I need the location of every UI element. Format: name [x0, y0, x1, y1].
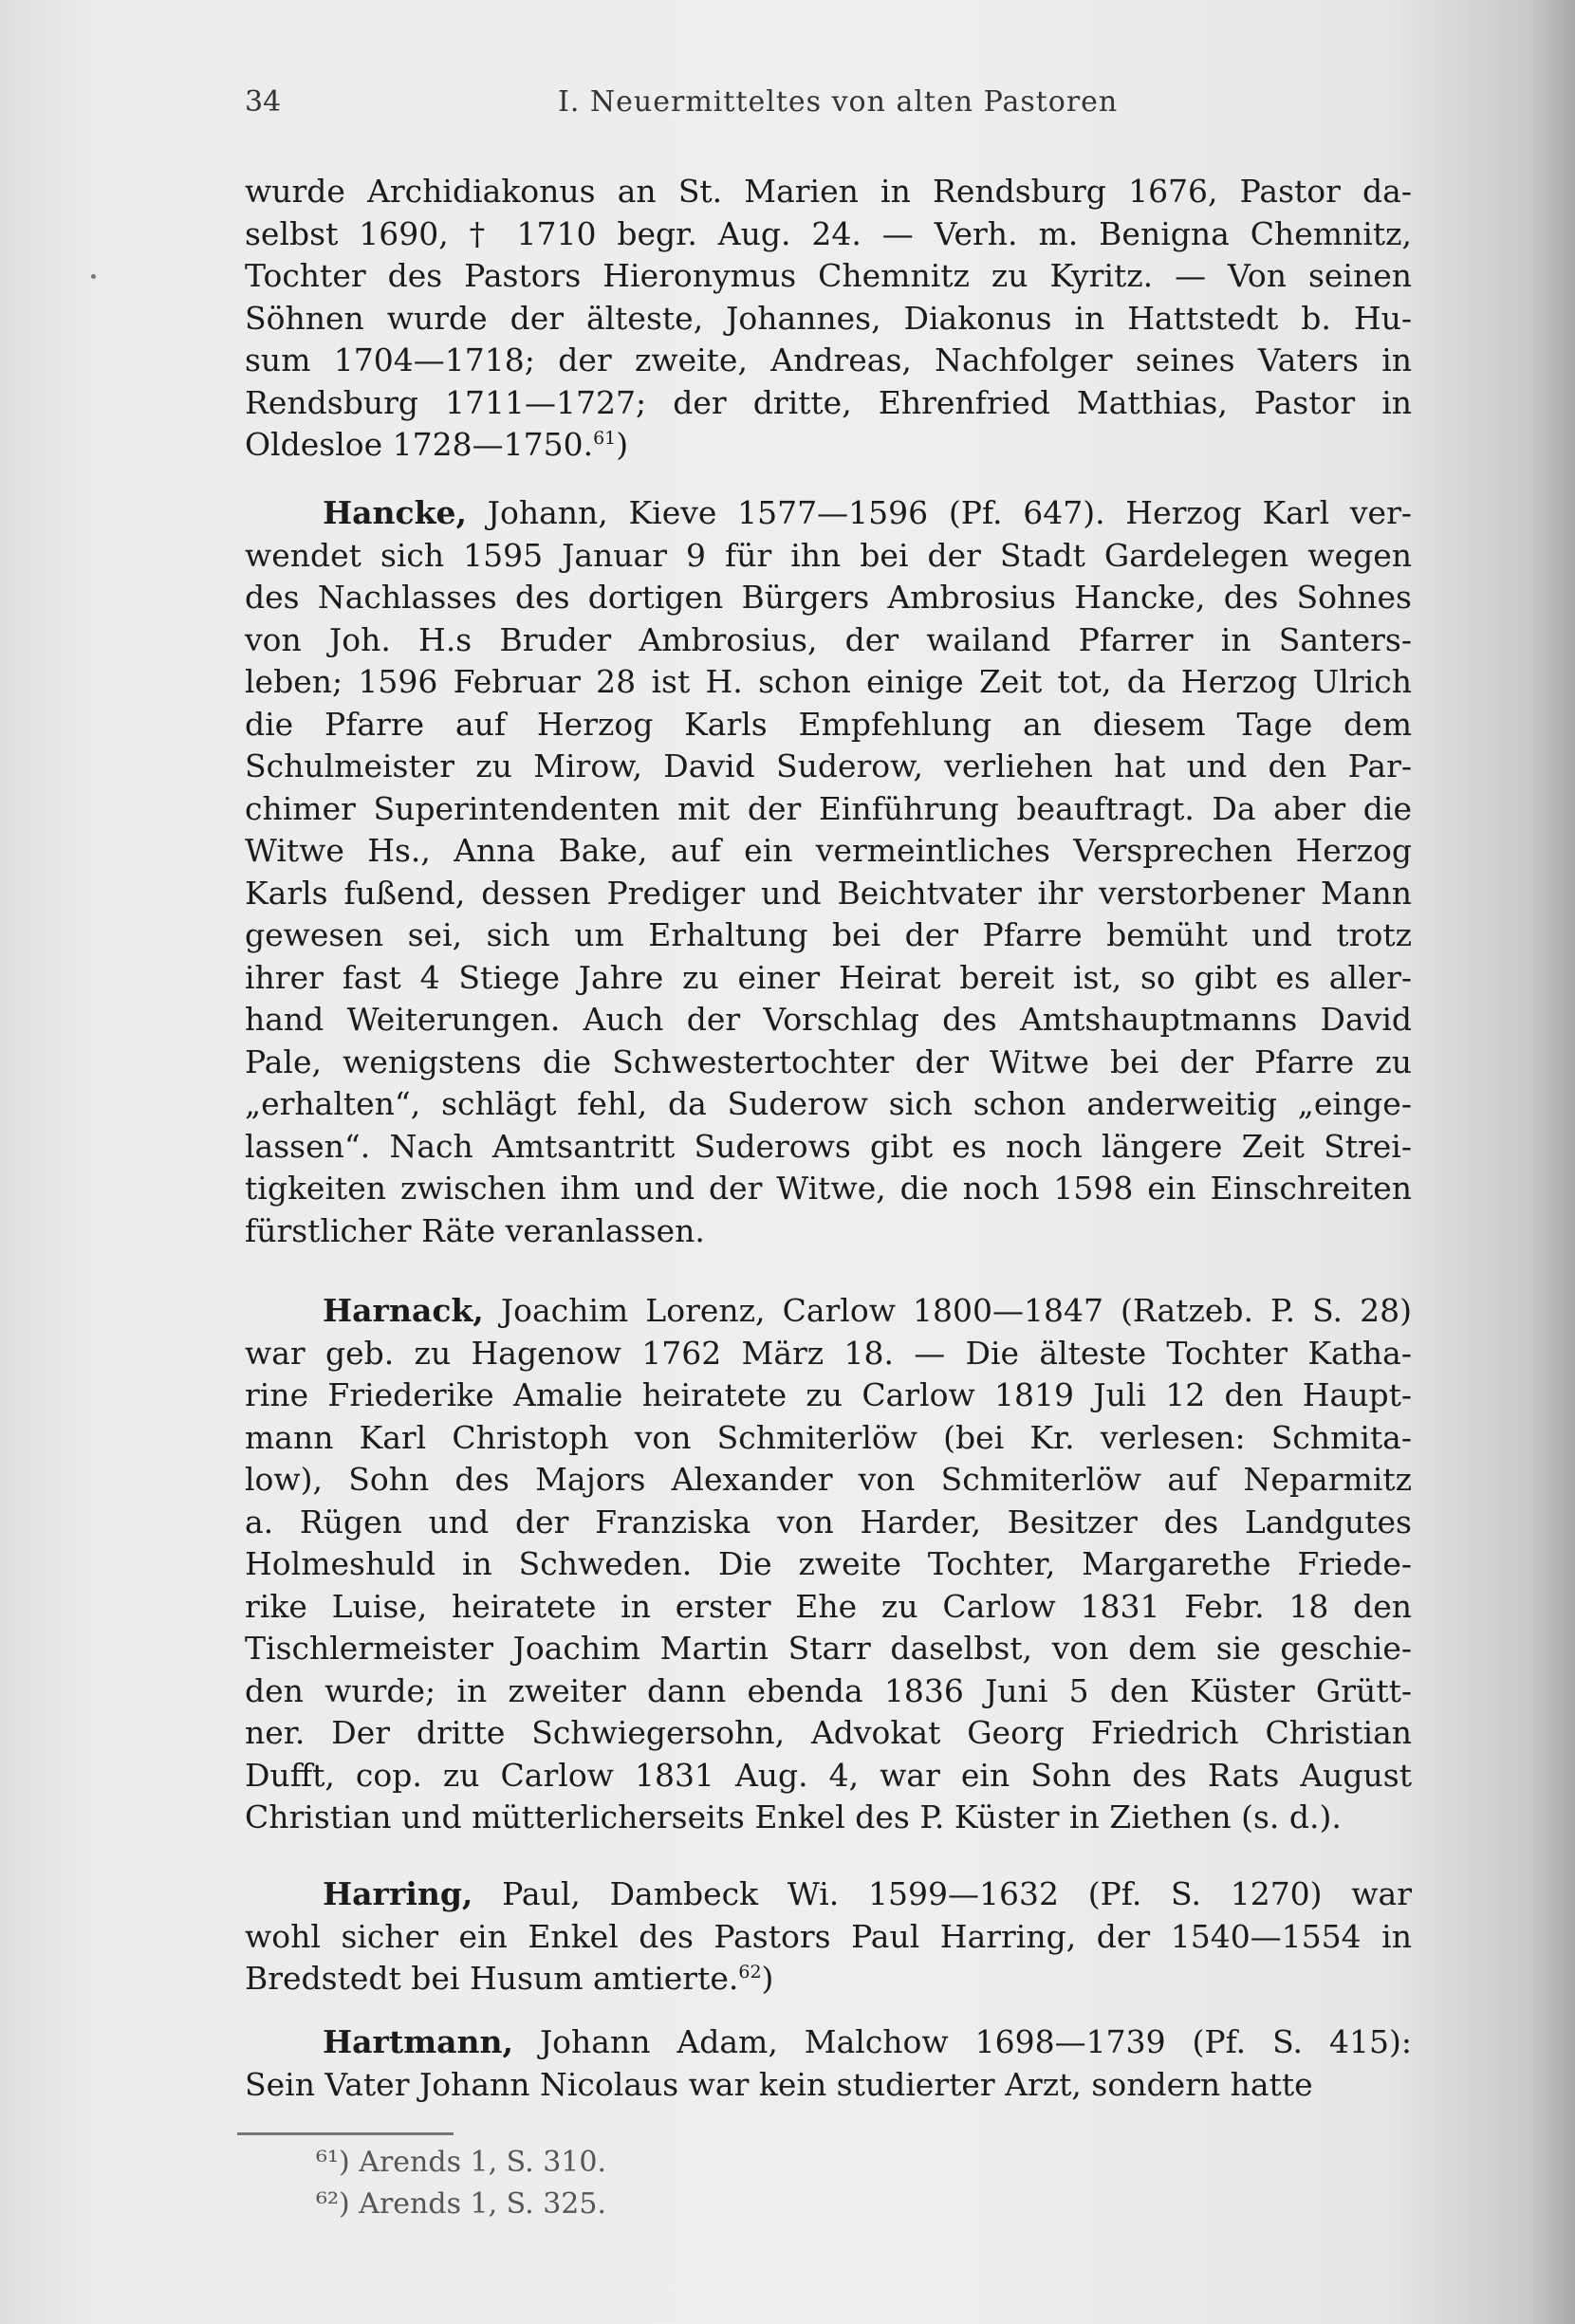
line-text: low), Sohn des Majors Alexander von Schmiterlöw auf Neparmitz — [245, 1461, 1412, 1498]
text-line — [245, 999, 1412, 1042]
text-line — [245, 1126, 1412, 1169]
line-text: Christian und mütterlicherseits Enkel des P. Küster in Ziethen (s. d.). — [245, 1798, 1342, 1835]
text-line — [245, 830, 1412, 873]
text-line — [245, 1083, 1412, 1126]
entry-headword: Hancke, — [323, 494, 467, 531]
entry-harring — [245, 1873, 1412, 2001]
running-title: I. Neuermitteltes von alten Pastoren — [558, 85, 1119, 119]
line-text: ner. Der dritte Schwiegersohn, Advokat Georg Friedrich Christian — [245, 1714, 1412, 1751]
footnote-rule — [237, 2132, 454, 2135]
text-line — [245, 577, 1412, 619]
line-text: Karls fußend, dessen Prediger und Beichtvater ihr verstorbener Mann — [245, 874, 1412, 912]
text-line — [245, 1417, 1412, 1460]
text-line — [245, 1797, 1412, 1839]
line-text: tigkeiten zwischen ihm und der Witwe, die noch 1598 ein Einschreiten — [245, 1170, 1412, 1207]
line-text: rine Friederike Amalie heiratete zu Carlow 1819 Juli 12 den Haupt- — [245, 1376, 1412, 1413]
text-line — [245, 1543, 1412, 1586]
line-text: die Pfarre auf Herzog Karls Empfehlung an diesem Tage dem — [245, 705, 1412, 743]
line-text: Paul, Dambeck Wi. 1599—1632 (Pf. S. 1270) war — [502, 1875, 1412, 1912]
text-line — [245, 1628, 1412, 1670]
text-line — [245, 171, 1412, 213]
text-line — [245, 382, 1412, 425]
line-text: wohl sicher ein Enkel des Pastors Paul Harring, der 1540—1554 in — [245, 1917, 1412, 1955]
line-text: wendet sich 1595 Januar 9 für ihn bei der Stadt Gardelegen wegen — [245, 536, 1412, 574]
text-line — [245, 1916, 1412, 1959]
text-line — [245, 957, 1412, 1000]
line-text: Rendsburg 1711—1727; der dritte, Ehrenfried Matthias, Pastor in — [245, 383, 1412, 421]
line-text: sum 1704—1718; der zweite, Andreas, Nachfolger seines Vaters in — [245, 341, 1412, 378]
text-line — [245, 1333, 1412, 1375]
text-line — [245, 2021, 1412, 2064]
line-text: mann Karl Christoph von Schmiterlöw (bei Kr. verlesen: Schmita- — [245, 1418, 1412, 1456]
line-text: „erhalten“, schlägt fehl, da Suderow sich schon anderweitig „einge- — [245, 1085, 1412, 1122]
line-text: Bredstedt bei Husum amtierte. — [245, 1960, 739, 1997]
line-text: chimer Superintendenten mit der Einführung beauftragt. Da aber die — [245, 789, 1412, 827]
text-line — [245, 661, 1412, 704]
entry-harnack — [245, 1290, 1412, 1839]
page-number: 34 — [245, 85, 282, 119]
line-text: leben; 1596 Februar 28 ist H. schon einige Zeit tot, da Herzog Ulrich — [245, 663, 1412, 700]
line-text: hand Weiterungen. Auch der Vorschlag des Amtshauptmanns David — [245, 1001, 1412, 1038]
line-text: wurde Archidiakonus an St. Marien in Rendsburg 1676, Pastor da- — [245, 173, 1412, 210]
text-line — [245, 1374, 1412, 1417]
text-line — [245, 2064, 1412, 2107]
text-line: Bredstedt bei Husum amtierte.$^{62}$) — [245, 1960, 774, 1997]
entry-hancke — [245, 492, 1412, 1252]
text-line — [245, 704, 1412, 747]
scan-speck — [91, 274, 96, 279]
line-text: Oldesloe 1728—1750. — [245, 426, 594, 463]
line-text: Holmeshuld in Schweden. Die zweite Tochter, Margarethe Friede- — [245, 1545, 1412, 1582]
footnote-62: ⁶²) Arends 1, S. 325. — [316, 2187, 607, 2221]
text-line — [245, 1210, 1412, 1253]
line-text: a. Rügen und der Franziska von Harder, Besitzer des Landgutes — [245, 1503, 1412, 1540]
text-line — [245, 619, 1412, 662]
line-text: Söhnen wurde der älteste, Johannes, Diakonus in Hattstedt b. Hu- — [245, 299, 1412, 337]
line-text: Pale, wenigstens die Schwestertochter der Witwe bei der Pfarre zu — [245, 1042, 1412, 1080]
line-text: lassen“. Nach Amtsantritt Suderows gibt es noch längere Zeit Strei- — [245, 1127, 1412, 1165]
line-text: den wurde; in zweiter dann ebenda 1836 Juni 5 den Küster Grütt- — [245, 1671, 1412, 1709]
line-text: Joachim Lorenz, Carlow 1800—1847 (Ratzeb. P. S. 28) — [500, 1292, 1412, 1329]
line-text: Johann Adam, Malchow 1698—1739 (Pf. S. 415): — [539, 2023, 1412, 2060]
text-line — [245, 535, 1412, 578]
text-line — [245, 873, 1412, 915]
text-line — [245, 1290, 1412, 1333]
footnote-ref: 61 — [593, 428, 617, 449]
line-text: fürstlicher Räte veranlassen. — [245, 1211, 705, 1249]
entry-hartmann — [245, 2021, 1412, 2106]
line-text: Tischlermeister Joachim Martin Starr daselbst, von dem sie geschie- — [245, 1630, 1412, 1667]
text-line — [245, 1586, 1412, 1629]
line-text: Sein Vater Johann Nicolaus war kein studierter Arzt, sondern hatte — [245, 2065, 1313, 2103]
line-text: gewesen sei, sich um Erhaltung bei der Pfarre bemüht und trotz — [245, 916, 1412, 953]
entry-headword: Harnack, — [323, 1292, 484, 1329]
text-line — [245, 914, 1412, 957]
text-line — [245, 340, 1412, 382]
line-text: Schulmeister zu Mirow, David Suderow, verliehen hat und den Par- — [245, 747, 1412, 784]
text-line — [245, 492, 1412, 535]
text-line — [245, 1459, 1412, 1502]
text-line — [245, 788, 1412, 831]
footnote-ref: 62 — [738, 1962, 762, 1983]
line-text: ihrer fast 4 Stiege Jahre zu einer Heirat bereit ist, so gibt es aller- — [245, 958, 1412, 996]
line-text: war geb. zu Hagenow 1762 März 18. — Die älteste Tochter Katha- — [245, 1334, 1412, 1372]
text-line: Oldesloe 1728—1750.61) — [245, 426, 629, 463]
text-line — [245, 1670, 1412, 1713]
paragraph-continuation — [245, 171, 1412, 467]
text-line — [245, 1168, 1412, 1210]
entry-headword: Harring, — [323, 1875, 473, 1912]
entry-headword: Hartmann, — [323, 2023, 513, 2060]
line-text: rike Luise, heiratete in erster Ehe zu Carlow 1831 Febr. 18 den — [245, 1587, 1412, 1625]
line-text: selbst 1690, † 1710 begr. Aug. 24. — Verh. m. Benigna Chemnitz, — [245, 214, 1412, 252]
text-line — [245, 1502, 1412, 1544]
line-text: Dufft, cop. zu Carlow 1831 Aug. 4, war ein Sohn des Rats August — [245, 1756, 1412, 1794]
line-text: Tochter des Pastors Hieronymus Chemnitz zu Kyritz. — Von seinen — [245, 257, 1412, 294]
line-text: Witwe Hs., Anna Bake, auf ein vermeintliches Versprechen Herzog — [245, 832, 1412, 869]
line-text: des Nachlasses des dortigen Bürgers Ambrosius Hancke, des Sohnes — [245, 579, 1412, 616]
text-line — [245, 298, 1412, 341]
text-line — [245, 1712, 1412, 1755]
page-header — [245, 85, 1412, 127]
text-line — [245, 1873, 1412, 1916]
text-line — [245, 1042, 1412, 1084]
text-line — [245, 255, 1412, 298]
text-line — [245, 213, 1412, 256]
footnote-61: ⁶¹) Arends 1, S. 310. — [316, 2146, 607, 2179]
text-line — [245, 746, 1412, 788]
text-line — [245, 1755, 1412, 1798]
line-text: Johann, Kieve 1577—1596 (Pf. 647). Herzog Karl ver- — [487, 494, 1412, 531]
line-text: von Joh. H.s Bruder Ambrosius, der wailand Pfarrer in Santers- — [245, 620, 1412, 658]
